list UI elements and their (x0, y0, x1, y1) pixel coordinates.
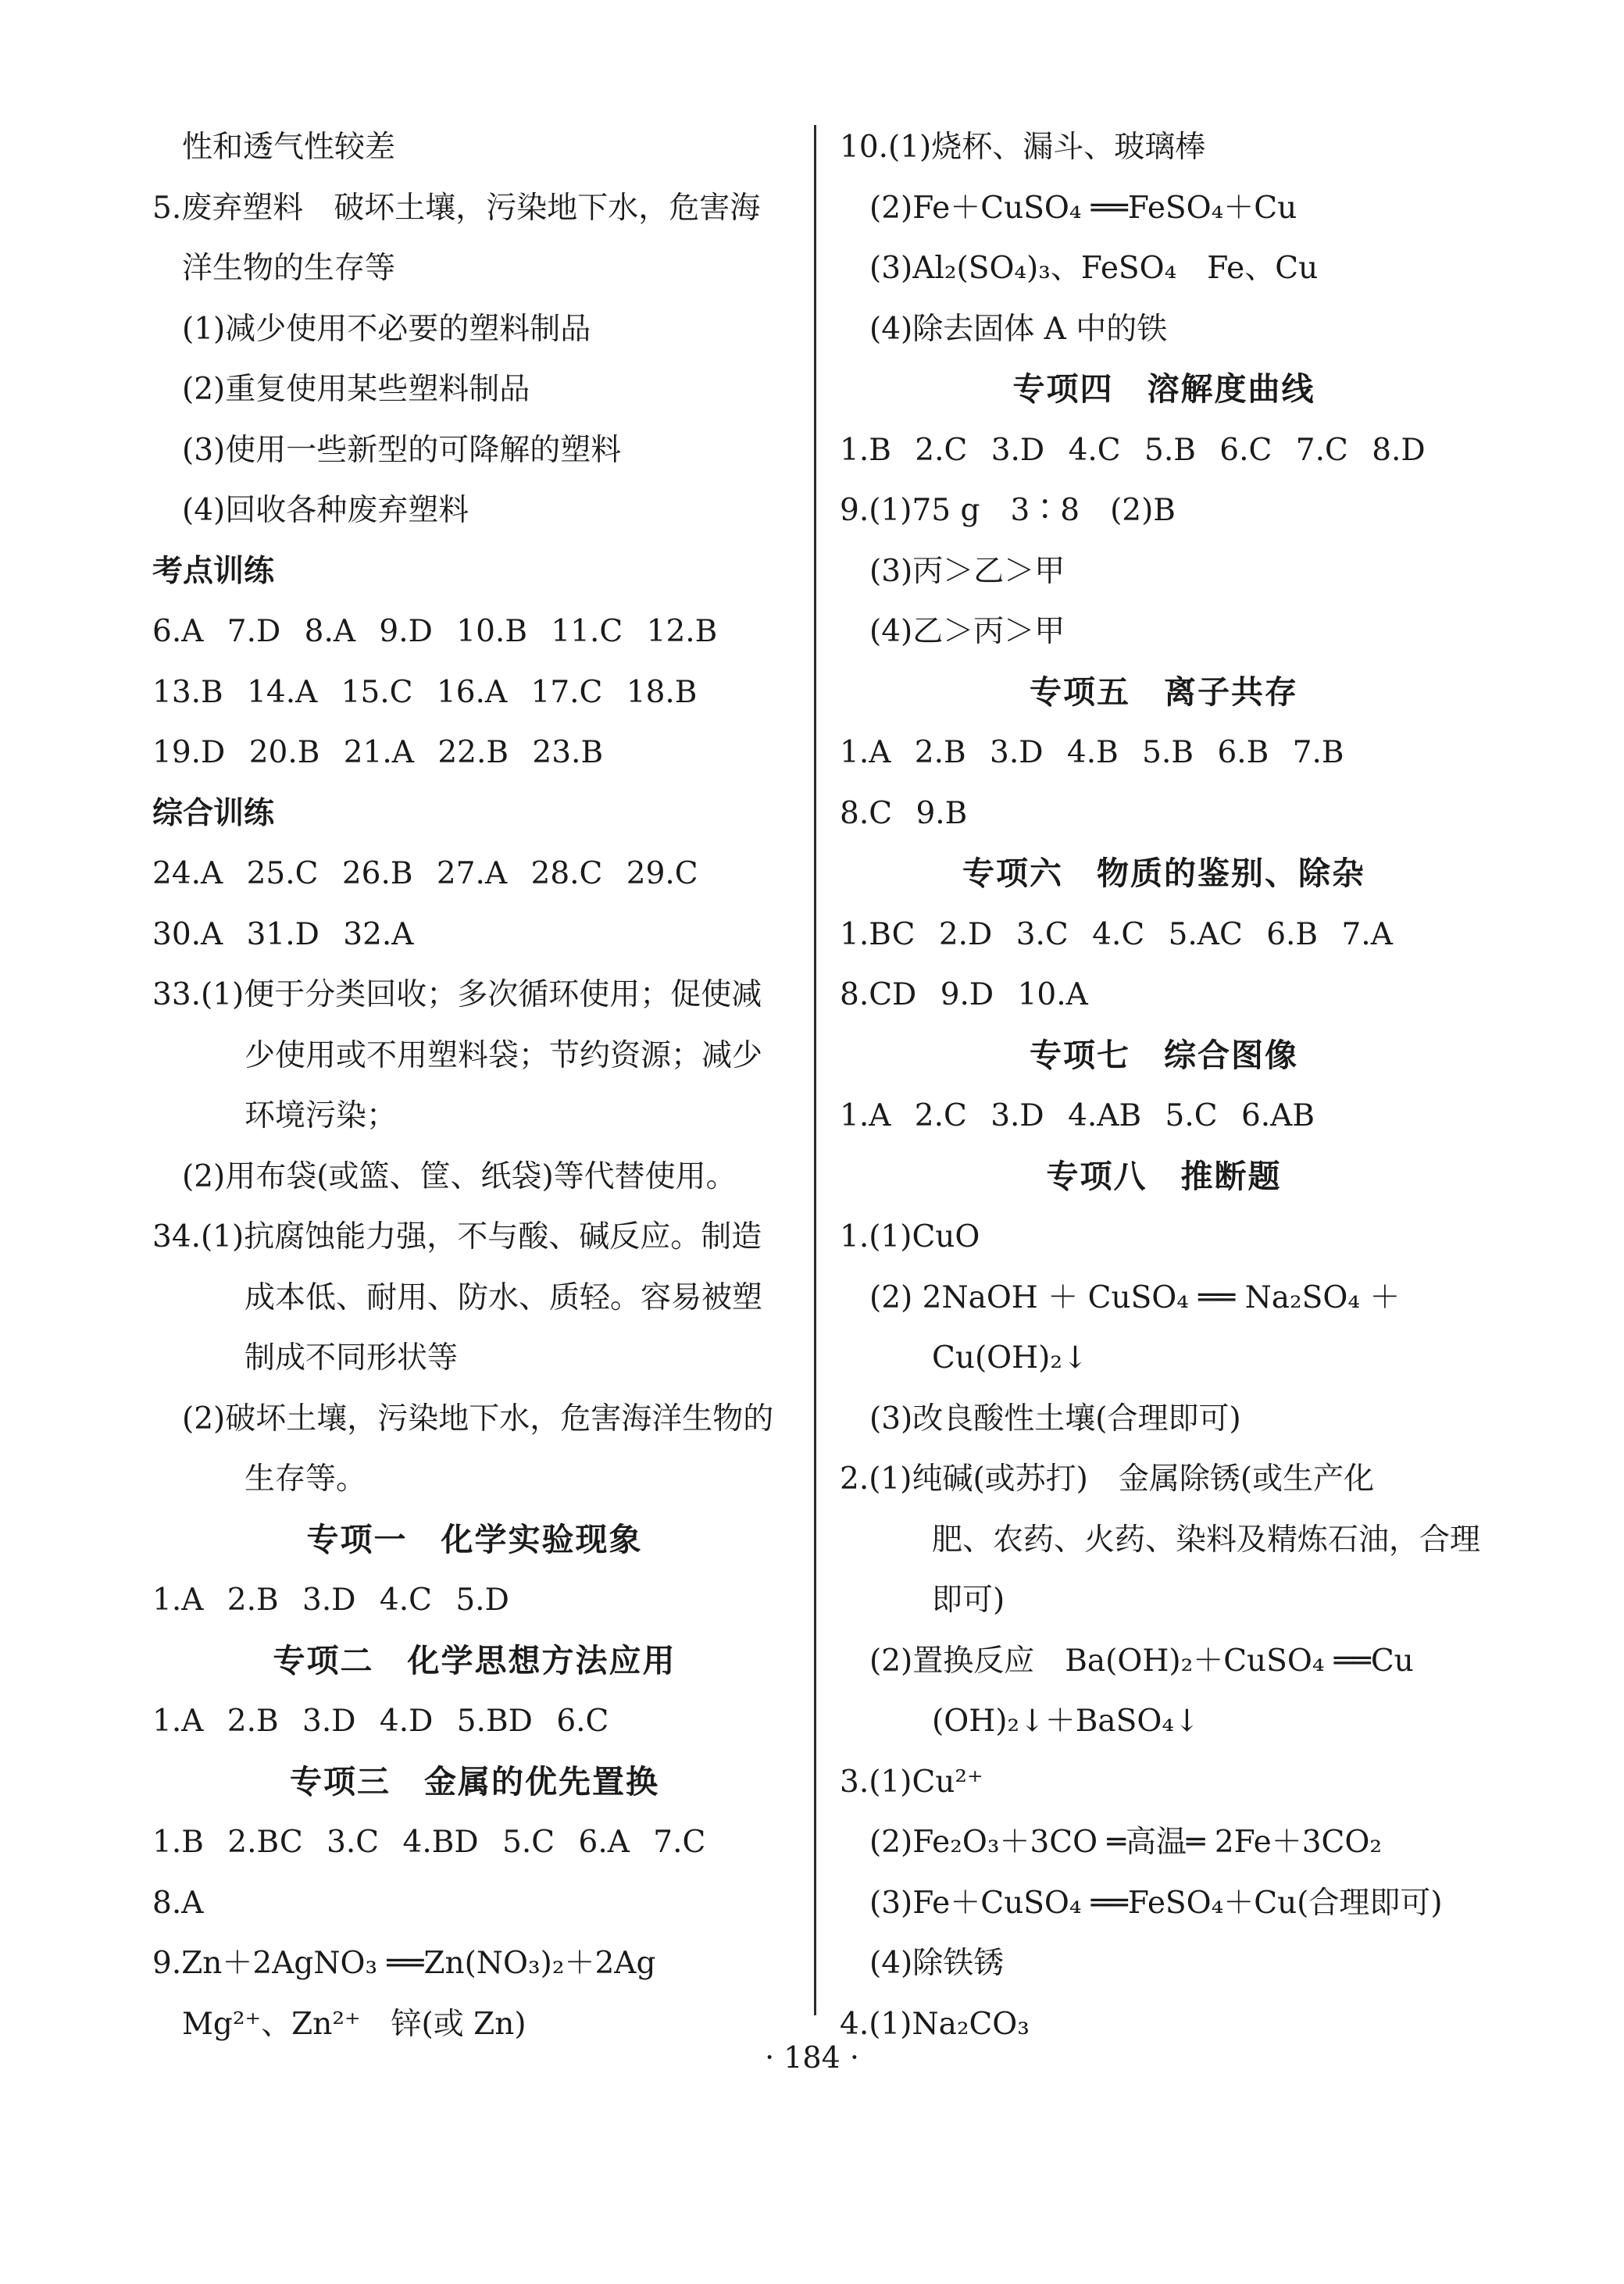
answer-line: 5.废弃塑料 破坏土壤，污染地下水，危害海 (152, 190, 761, 226)
answer-list: 8.CD 9.D 10.A (840, 977, 1088, 1012)
section-heading: 专项一 化学实验现象 (306, 1520, 643, 1558)
answer-list: 1.BC 2.D 3.C 4.C 5.AC 6.B 7.A (840, 916, 1393, 952)
answer-line: 成本低、耐用、防水、质轻。容易被塑 (244, 1279, 763, 1315)
answer-line: (2) 2NaOH ＋ CuSO₄ ══ Na₂SO₄ ＋ (869, 1279, 1401, 1315)
answer-line: (2)Fe＋CuSO₄ ══FeSO₄＋Cu (869, 190, 1297, 226)
answer-list: 30.A 31.D 32.A (152, 916, 414, 952)
answer-list: 1.A 2.B 3.D 4.D 5.BD 6.C (152, 1704, 609, 1739)
answer-list: 1.B 2.BC 3.C 4.BD 5.C 6.A 7.C (152, 1825, 706, 1860)
answer-line: 2.(1)纯碱(或苏打) 金属除锈(或生产化 (840, 1461, 1375, 1497)
answer-line: 肥、农药、火药、染料及精炼石油，合理 (932, 1522, 1481, 1558)
answer-line: (4)回收各种废弃塑料 (182, 493, 469, 528)
section-heading: 专项三 金属的优先置换 (290, 1762, 659, 1800)
answer-line: (2)重复使用某些塑料制品 (182, 372, 530, 407)
section-heading: 专项七 综合图像 (1030, 1036, 1298, 1074)
section-heading: 专项六 物质的鉴别、除杂 (962, 855, 1365, 892)
answer-line: 即可) (932, 1583, 1005, 1618)
answer-list: 8.A (152, 1885, 204, 1921)
page-number: · 184 · (765, 2040, 859, 2075)
answer-line: (2)用布袋(或篮、筐、纸袋)等代替使用。 (182, 1158, 737, 1194)
answer-line: (1)减少使用不必要的塑料制品 (182, 311, 591, 347)
answer-line: Cu(OH)₂↓ (932, 1340, 1088, 1376)
answer-line: 4.(1)Na₂CO₃ (840, 2006, 1030, 2042)
answer-line: 性和透气性较差 (182, 130, 396, 165)
right-column (840, 117, 1488, 2054)
answer-line: 10.(1)烧杯、漏斗、玻璃棒 (840, 130, 1206, 165)
answer-list: 1.B 2.C 3.D 4.C 5.B 6.C 7.C 8.D (840, 432, 1426, 468)
answer-line: 34.(1)抗腐蚀能力强，不与酸、碱反应。制造 (152, 1219, 762, 1254)
subsection-label: 综合训练 (152, 795, 275, 831)
answer-list: 6.A 7.D 8.A 9.D 10.B 11.C 12.B (152, 614, 718, 649)
answer-line: (4)乙＞丙＞甲 (869, 614, 1065, 649)
section-heading: 专项四 溶解度曲线 (1012, 370, 1315, 408)
section-heading: 专项八 推断题 (1046, 1157, 1282, 1195)
answer-line: 环境污染； (244, 1098, 398, 1133)
left-column (152, 117, 797, 2054)
answer-line: 9.(1)75 g 3∶8 (2)B (840, 493, 1176, 528)
answer-line: 制成不同形状等 (244, 1340, 459, 1376)
answer-line: 生存等。 (244, 1461, 367, 1497)
subsection-label: 考点训练 (152, 553, 275, 589)
answer-line: 1.(1)CuO (840, 1219, 980, 1254)
answer-list: 19.D 20.B 21.A 22.B 23.B (152, 735, 604, 770)
answer-line: (4)除去固体 A 中的铁 (869, 311, 1168, 347)
answer-line: (3)使用一些新型的可降解的塑料 (182, 432, 622, 468)
answer-line: (3)丙＞乙＞甲 (869, 553, 1065, 589)
answer-line: (2)破坏土壤，污染地下水，危害海洋生物的 (182, 1401, 774, 1436)
section-heading: 专项五 离子共存 (1030, 673, 1298, 711)
answer-list: 1.A 2.B 3.D 4.C 5.D (152, 1583, 509, 1618)
answer-line: (3)改良酸性土壤(合理即可) (869, 1401, 1241, 1436)
answer-line: 33.(1)便于分类回收；多次循环使用；促使减 (152, 977, 762, 1012)
answer-line: Mg²⁺、Zn²⁺ 锌(或 Zn) (182, 2006, 526, 2042)
column-divider (814, 125, 816, 2015)
answer-list: 13.B 14.A 15.C 16.A 17.C 18.B (152, 674, 698, 710)
answer-list: 24.A 25.C 26.B 27.A 28.C 29.C (152, 856, 698, 891)
answer-line: (2)置换反应 Ba(OH)₂＋CuSO₄ ══Cu (869, 1643, 1414, 1679)
answer-list: 1.A 2.C 3.D 4.AB 5.C 6.AB (840, 1098, 1315, 1133)
answer-line: (4)除铁锈 (869, 1946, 1005, 1981)
answer-line: 洋生物的生存等 (182, 251, 396, 286)
answer-line: 3.(1)Cu²⁺ (840, 1764, 983, 1800)
answer-line: 少使用或不用塑料袋；节约资源；减少 (244, 1037, 763, 1073)
answer-line: (2)Fe₂O₃＋3CO ═高温═ 2Fe＋3CO₂ (869, 1825, 1382, 1860)
answer-line: (3)Al₂(SO₄)₃、FeSO₄ Fe、Cu (869, 251, 1319, 286)
answer-line: (OH)₂↓＋BaSO₄↓ (932, 1704, 1200, 1739)
answer-line: 9.Zn＋2AgNO₃ ══Zn(NO₃)₂＋2Ag (152, 1946, 656, 1981)
section-heading: 专项二 化学思想方法应用 (273, 1641, 676, 1679)
answer-line: (3)Fe＋CuSO₄ ══FeSO₄＋Cu(合理即可) (869, 1885, 1443, 1921)
answer-list: 8.C 9.B (840, 795, 968, 831)
answer-list: 1.A 2.B 3.D 4.B 5.B 6.B 7.B (840, 735, 1344, 770)
